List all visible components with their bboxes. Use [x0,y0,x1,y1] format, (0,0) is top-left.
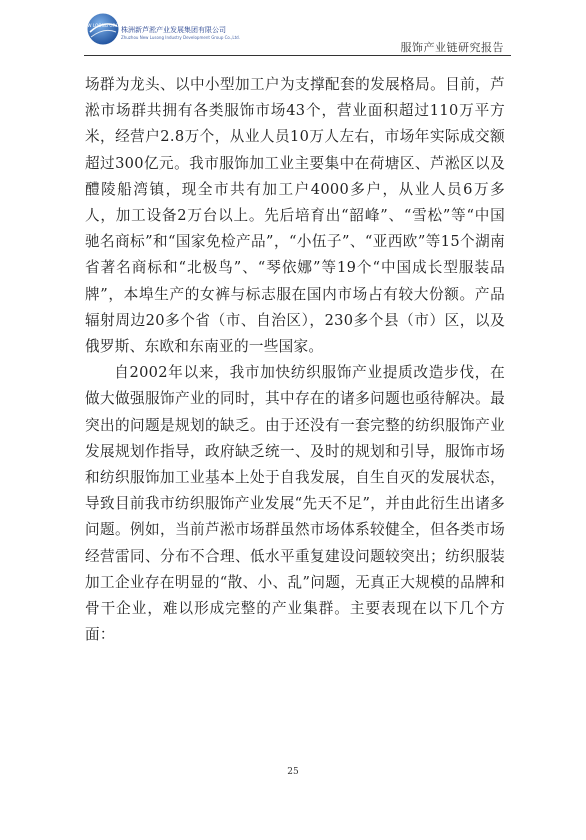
header-divider [84,55,511,56]
company-name-cn: 株洲新芦淞产业发展集团有限公司 [121,26,226,34]
page-header [0,0,586,62]
document-body [85,72,505,648]
company-name-en: Zhuzhou New Lusong Industry Development Group Co.,Ltd. [121,35,240,40]
page-number: 25 [287,767,299,777]
report-title: 服饰产业链研究报告 [400,41,504,54]
paragraph-continued: 场群为龙头、以中小型加工户为支撑配套的发展格局。目前，芦淞市场群共拥有各类服饰市场43个，营业面积超过110万平方米，经营户2.8万个，从业人员10万人左右，市场年实际成交额超过300亿元。我市服饰加工业主要集中在荷塘区、芦淞区以及醴陵船湾镇，现全市共有加工户4000多户，从业人员6万多人，加工设备2万台以上。先后培育出“韶峰”、“雪松”等“中国驰名商标”和“国家免检产品”，“小伍子”、“亚西欧”等15个湖南省著名商标和“北极鸟”、“琴依娜”等19个“中国成长型服装品牌”，本埠生产的女裤与标志服在国内市场占有较大份额。产品辐射周边20多个省（市、自治区），230多个县（市）区，以及俄罗斯、东欧和东南亚的一些国家。 [85,76,505,356]
company-logo-icon [81,12,125,46]
paragraph: 自2002年以来，我市加快纺织服饰产业提质改造步伐，在做大做强服饰产业的同时，其中存在的诸多问题也亟待解决。最突出的问题是规划的缺乏。由于还没有一套完整的纺织服饰产业发展规划作指导，政府缺乏统一、及时的规划和引导，服饰市场和纺织服饰加工业基本上处于自我发展，自生自灭的发展状态，导致目前我市纺织服饰产业发展“先天不足”，并由此衍生出诸多问题。例如，当前芦淞市场群虽然市场体系较健全，但各类市场经营雷同、分布不合理、低水平重复建设问题较突出；纺织服装加工企业存在明显的“散、小、乱”问题，无真正大规模的品牌和骨干企业，难以形成完整的产业集群。主要表现在以下几个方面： [85,364,505,644]
logo-text: NEW LOONG GROUP [81,23,125,28]
